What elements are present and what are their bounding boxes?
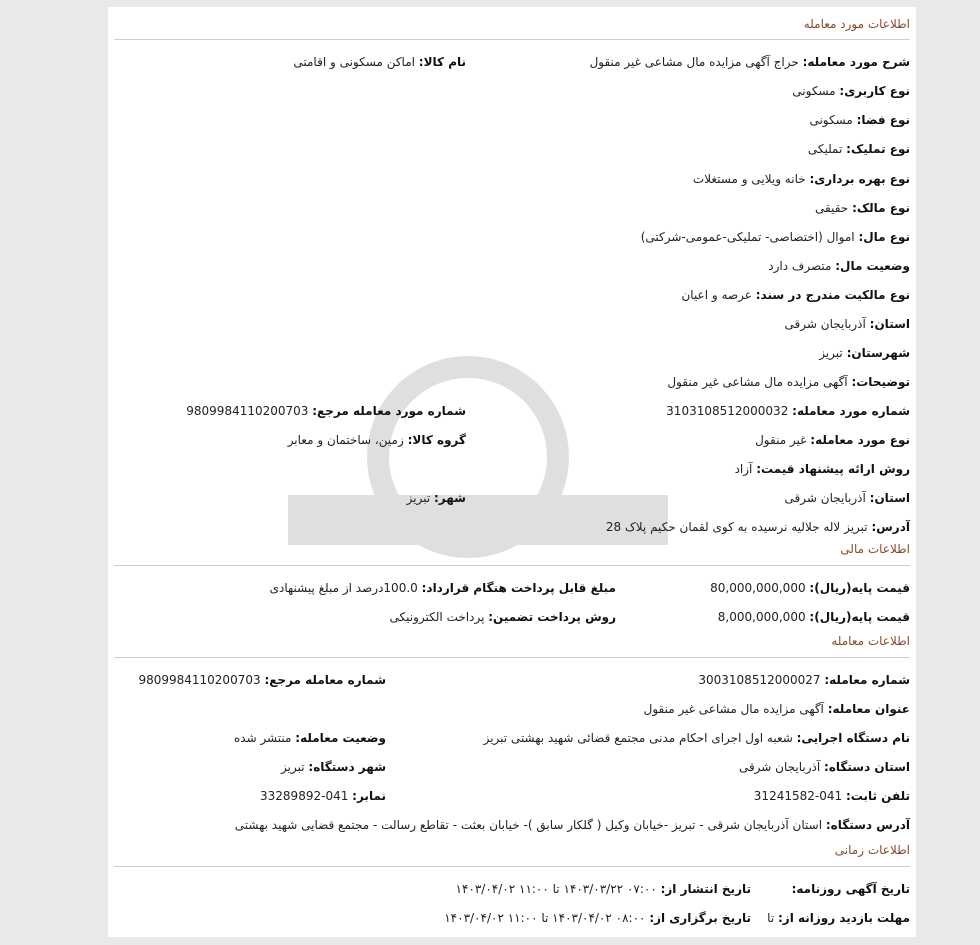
item-usage-type: نوع کاربری: مسکونی [792, 84, 910, 98]
deal-fax: نمابر: 041-33289892 [260, 789, 386, 803]
financial-base-price-1: قیمت پایه(ریال): 80,000,000,000 [710, 581, 910, 595]
financial-payable-amount: مبلغ قابل پرداخت هنگام قرارداد: 100.0درصد از مبلغ پیشنهادی [269, 581, 616, 595]
financial-guarantee-method: روش پرداخت تضمین: پرداخت الکترونیکی [389, 610, 616, 624]
deal-details-panel [108, 7, 916, 937]
time-newspaper-date: تاریخ آگهی روزنامه: [791, 882, 910, 896]
item-goods-group: گروه کالا: زمین، ساختمان و معابر [287, 433, 466, 447]
section-title-time: اطلاعات زمانی [834, 843, 910, 857]
deal-agency: نام دستگاه اجرایی: شعبه اول اجرای احکام مدنی مجتمع قضائی شهید بهشتی تبریز [483, 731, 910, 745]
divider [114, 657, 910, 658]
item-number: شماره مورد معامله: 3103108512000032 [666, 404, 910, 418]
section-title-deal: اطلاعات معامله [831, 634, 910, 648]
deal-agency-address: آدرس دستگاه: استان آذربایجان شرقی - تبریز -خیابان وکیل ( گلکار سابق )- خیابان بعثت - تقاطع رسالت - مجتمع قضایی شهید بهشتی [234, 818, 910, 832]
item-exploitation-type: نوع بهره برداری: خانه ویلایی و مستغلات [692, 172, 910, 186]
item-ref-number: شماره مورد معامله مرجع: 9809984110200703 [186, 404, 466, 418]
item-city-2: شهر: تبریز [406, 491, 466, 505]
item-city: شهرستان: تبریز [819, 346, 910, 360]
item-description: شرح مورد معامله: حراج آگهی مزایده مال مشاعی غیر منقول [589, 55, 910, 69]
deal-agency-city: شهر دستگاه: تبریز [281, 760, 386, 774]
item-goods-name: نام کالا: اماکن مسکونی و اقامتی [293, 55, 466, 69]
deal-ref-number: شماره معامله مرجع: 9809984110200703 [138, 673, 386, 687]
deal-number: شماره معامله: 3003108512000027 [698, 673, 910, 687]
time-visit-deadline: مهلت بازدید روزانه از: تا [767, 911, 910, 925]
deal-status: وضعیت معامله: منتشر شده [233, 731, 386, 745]
item-deed-ownership: نوع مالکیت مندرج در سند: عرصه و اعیان [681, 288, 910, 302]
item-owner-type: نوع مالک: حقیقی [815, 201, 910, 215]
parsnamaddata-watermark [288, 307, 788, 657]
section-title-item-info: اطلاعات مورد معامله [803, 17, 910, 31]
item-property-status: وضعیت مال: متصرف دارد [768, 259, 910, 273]
item-province: استان: آذربایجان شرقی [784, 317, 910, 331]
item-space-type: نوع فضا: مسکونی [809, 113, 910, 127]
item-address: آدرس: تبریز لاله جلالیه نرسیده به کوی لقمان حکیم پلاک 28 [605, 520, 910, 534]
deal-title: عنوان معامله: آگهی مزایده مال مشاعی غیر منقول [643, 702, 910, 716]
deal-agency-province: استان دستگاه: آذربایجان شرقی [738, 760, 910, 774]
item-kind: نوع مورد معامله: غیر منقول [755, 433, 910, 447]
section-title-financial: اطلاعات مالی [840, 542, 910, 556]
time-publish-range: تاریخ انتشار از: ۰۷:۰۰ ۱۴۰۳/۰۳/۲۲ تا ۱۱:۰۰ ۱۴۰۳/۰۴/۰۲ [455, 882, 751, 896]
item-property-type: نوع مال: اموال (اختصاصی- تملیکی-عمومی-شرکتی) [640, 230, 910, 244]
item-bid-method: روش ارائه پیشنهاد قیمت: آزاد [734, 462, 910, 476]
financial-base-price-2: قیمت پایه(ریال): 8,000,000,000 [717, 610, 910, 624]
divider [114, 565, 910, 566]
item-province-2: استان: آذربایجان شرقی [784, 491, 910, 505]
divider [114, 866, 910, 867]
deal-phone: تلفن ثابت: 041-31241582 [753, 789, 910, 803]
time-hold-range: تاریخ برگزاری از: ۰۸:۰۰ ۱۴۰۳/۰۴/۰۲ تا ۱۱:۰۰ ۱۴۰۳/۰۴/۰۲ [444, 911, 751, 925]
item-ownership-type: نوع تملیک: تملیکی [807, 142, 910, 156]
item-notes: توضیحات: آگهی مزایده مال مشاعی غیر منقول [667, 375, 910, 389]
divider [114, 39, 910, 40]
